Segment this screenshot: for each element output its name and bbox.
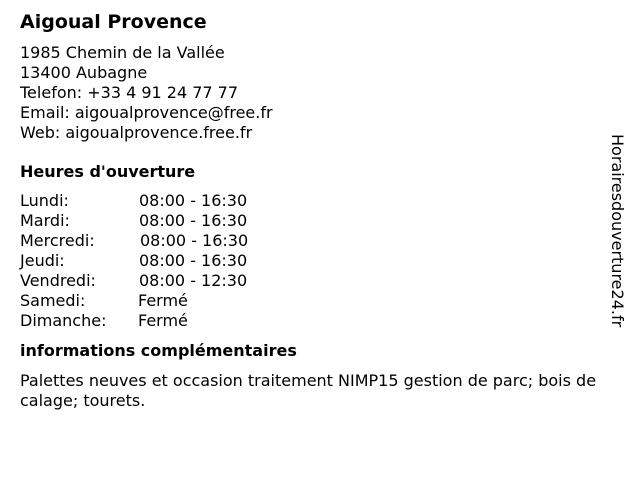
phone-number[interactable]: Telefon: +33 4 91 24 77 77 bbox=[20, 83, 239, 102]
additional-info-title: informations complémentaires bbox=[20, 341, 297, 360]
city-address: 13400 Aubagne bbox=[20, 63, 148, 82]
hours-row-friday bbox=[20, 271, 620, 291]
day-hours: Fermé bbox=[138, 311, 188, 330]
day-label: Dimanche: bbox=[20, 311, 107, 330]
business-card bbox=[20, 9, 620, 411]
hours-row-tuesday bbox=[20, 211, 620, 231]
day-label: Lundi: bbox=[20, 191, 69, 210]
hours-row-monday bbox=[20, 191, 620, 211]
opening-hours-table bbox=[20, 191, 620, 331]
day-label: Vendredi: bbox=[20, 271, 96, 290]
hours-row-thursday bbox=[20, 251, 620, 271]
day-hours: 08:00 - 16:30 bbox=[140, 231, 249, 250]
day-label: Jeudi: bbox=[20, 251, 65, 270]
day-hours: 08:00 - 12:30 bbox=[139, 271, 248, 290]
street-address: 1985 Chemin de la Vallée bbox=[20, 43, 225, 62]
hours-row-saturday bbox=[20, 291, 620, 311]
day-label: Mardi: bbox=[20, 211, 70, 230]
hours-row-sunday bbox=[20, 311, 620, 331]
site-watermark[interactable]: Horairesdouverture24.fr bbox=[608, 134, 627, 328]
day-hours: 08:00 - 16:30 bbox=[139, 251, 248, 270]
day-hours: Fermé bbox=[138, 291, 188, 310]
day-hours: 08:00 - 16:30 bbox=[139, 191, 248, 210]
day-hours: 08:00 - 16:30 bbox=[139, 211, 248, 230]
email-address[interactable]: Email: aigoualprovence@free.fr bbox=[20, 103, 273, 122]
hours-row-wednesday bbox=[20, 231, 620, 251]
business-name: Aigoual Provence bbox=[20, 11, 207, 33]
address-block bbox=[20, 43, 620, 143]
opening-hours-title: Heures d'ouverture bbox=[20, 162, 196, 181]
day-label: Samedi: bbox=[20, 291, 86, 310]
additional-info-text: Palettes neuves et occasion traitement NIMP15 gestion de parc; bois de calage; tourets. bbox=[20, 371, 597, 410]
website-link[interactable]: Web: aigoualprovence.free.fr bbox=[20, 123, 253, 142]
day-label: Mercredi: bbox=[20, 231, 95, 250]
